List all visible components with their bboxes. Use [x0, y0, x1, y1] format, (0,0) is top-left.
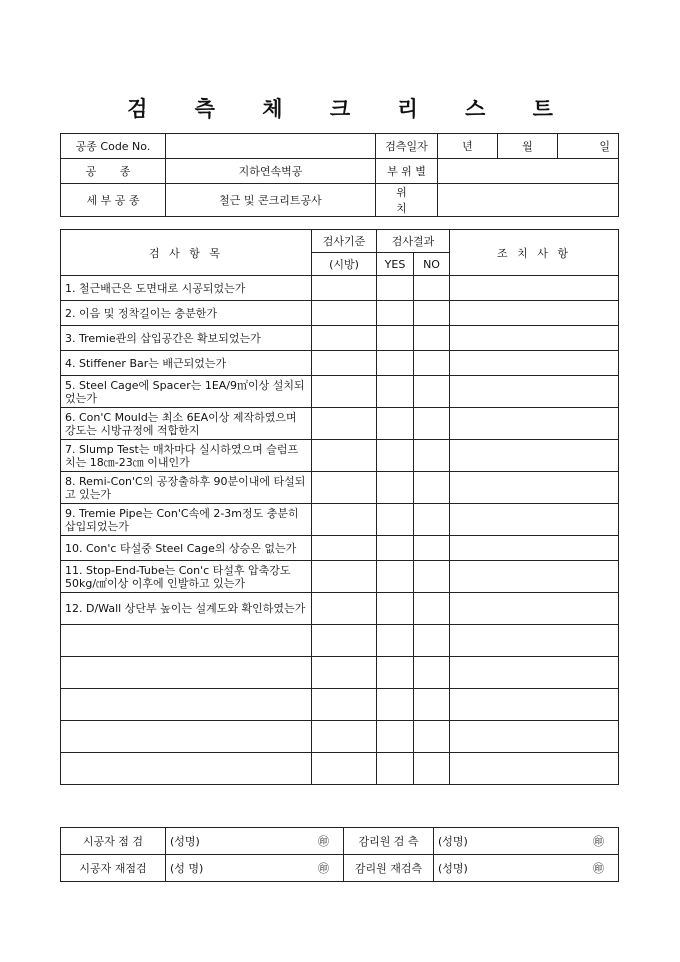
standard-subheader: (시방): [312, 253, 377, 276]
standard-cell[interactable]: [312, 689, 377, 721]
checklist-table: [60, 229, 619, 785]
checklist-row: [61, 440, 619, 472]
yes-header: YES: [377, 253, 414, 276]
checklist-item-text: [61, 753, 312, 785]
part-value-field[interactable]: [438, 159, 619, 184]
date-month-field[interactable]: 월: [498, 134, 558, 159]
yes-checkbox-cell[interactable]: [377, 625, 414, 657]
no-checkbox-cell[interactable]: [414, 657, 450, 689]
yes-checkbox-cell[interactable]: [377, 593, 414, 625]
yes-checkbox-cell[interactable]: [377, 472, 414, 504]
standard-cell[interactable]: [312, 753, 377, 785]
standard-cell[interactable]: [312, 504, 377, 536]
checklist-row: [61, 593, 619, 625]
no-checkbox-cell[interactable]: [414, 689, 450, 721]
standard-cell[interactable]: [312, 625, 377, 657]
supervisor-inspect-name-field[interactable]: (성명): [434, 828, 524, 855]
checklist-item-text: [61, 657, 312, 689]
yes-checkbox-cell[interactable]: [377, 376, 414, 408]
action-cell[interactable]: [450, 301, 619, 326]
action-cell[interactable]: [450, 536, 619, 561]
checklist-item-text: 12. D/Wall 상단부 높이는 설계도와 확인하였는가: [61, 593, 312, 625]
date-year-field[interactable]: 년: [438, 134, 498, 159]
signature-row-1: [61, 828, 619, 855]
checklist-row: [61, 351, 619, 376]
checklist-row: [61, 689, 619, 721]
action-cell[interactable]: [450, 657, 619, 689]
standard-cell[interactable]: [312, 376, 377, 408]
checklist-row: [61, 276, 619, 301]
action-cell[interactable]: [450, 276, 619, 301]
part-label: 부 위 별: [376, 159, 438, 184]
standard-cell[interactable]: [312, 301, 377, 326]
checklist-row: [61, 408, 619, 440]
checklist-row: [61, 326, 619, 351]
contractor-recheck-name-field[interactable]: (성 명): [166, 855, 246, 882]
standard-cell[interactable]: [312, 440, 377, 472]
contractor-check-label: 시공자 점 검: [61, 828, 166, 855]
no-checkbox-cell[interactable]: [414, 408, 450, 440]
yes-checkbox-cell[interactable]: [377, 440, 414, 472]
info-row-code: [61, 134, 619, 159]
checklist-row: [61, 561, 619, 593]
signature-table: [60, 827, 619, 882]
checklist-row: [61, 301, 619, 326]
yes-checkbox-cell[interactable]: [377, 689, 414, 721]
action-cell[interactable]: [450, 689, 619, 721]
checklist-item-text: 8. Remi-Con'C의 공장출하후 90분이내에 타설되고 있는가: [61, 472, 312, 504]
standard-cell[interactable]: [312, 561, 377, 593]
supervisor-reinspect-seal: ㊞: [524, 855, 619, 882]
no-checkbox-cell[interactable]: [414, 351, 450, 376]
supervisor-reinspect-label: 감리원 재검측: [344, 855, 434, 882]
checklist-header-row: [61, 230, 619, 253]
standard-cell[interactable]: [312, 472, 377, 504]
checklist-row: [61, 472, 619, 504]
checklist-item-text: 11. Stop-End-Tube는 Con'c 타설후 압축강도 50kg/㎠이상 이후에 인발하고 있는가: [61, 561, 312, 593]
checklist-row: [61, 753, 619, 785]
standard-cell[interactable]: [312, 408, 377, 440]
checklist-row: [61, 625, 619, 657]
supervisor-inspect-label: 감리원 검 측: [344, 828, 434, 855]
sub-work-label: 세 부 공 종: [61, 184, 166, 217]
action-cell[interactable]: [450, 753, 619, 785]
action-header: 조 치 사 항: [450, 230, 619, 276]
no-checkbox-cell[interactable]: [414, 753, 450, 785]
no-checkbox-cell[interactable]: [414, 301, 450, 326]
checklist-item-text: 3. Tremie관의 삽입공간은 확보되었는가: [61, 326, 312, 351]
checklist-body: [61, 276, 619, 785]
action-cell[interactable]: [450, 351, 619, 376]
no-checkbox-cell[interactable]: [414, 440, 450, 472]
action-cell[interactable]: [450, 472, 619, 504]
location-label: 위 치: [376, 184, 438, 217]
standard-cell[interactable]: [312, 536, 377, 561]
checklist-item-text: 6. Con'C Mould는 최소 6EA이상 제작하였으며 강도는 시방규정에 적합한지: [61, 408, 312, 440]
yes-checkbox-cell[interactable]: [377, 536, 414, 561]
contractor-recheck-seal: ㊞: [246, 855, 344, 882]
action-cell[interactable]: [450, 561, 619, 593]
standard-header: 검사기준: [312, 230, 377, 253]
code-label: 공종 Code No.: [61, 134, 166, 159]
supervisor-inspect-seal: ㊞: [524, 828, 619, 855]
checklist-item-text: 4. Stiffener Bar는 배근되었는가: [61, 351, 312, 376]
yes-checkbox-cell[interactable]: [377, 408, 414, 440]
item-header: 검 사 항 목: [61, 230, 312, 276]
code-value-field[interactable]: [166, 134, 376, 159]
action-cell[interactable]: [450, 721, 619, 753]
checklist-item-text: 7. Slump Test는 매차마다 실시하였으며 슬럼프치는 18㎝-23㎝ 이내인가: [61, 440, 312, 472]
info-row-work-type: [61, 159, 619, 184]
info-row-sub-work: [61, 184, 619, 217]
action-cell[interactable]: [450, 504, 619, 536]
standard-cell[interactable]: [312, 326, 377, 351]
standard-cell[interactable]: [312, 593, 377, 625]
date-day-field[interactable]: 일: [558, 134, 619, 159]
info-table: [60, 133, 619, 217]
checklist-item-text: [61, 721, 312, 753]
signature-row-2: [61, 855, 619, 882]
no-checkbox-cell[interactable]: [414, 326, 450, 351]
no-checkbox-cell[interactable]: [414, 536, 450, 561]
checklist-row: [61, 721, 619, 753]
inspection-date-label: 검측일자: [376, 134, 438, 159]
checklist-item-text: 9. Tremie Pipe는 Con'C속에 2-3m정도 충분히 삽입되었는가: [61, 504, 312, 536]
contractor-recheck-label: 시공자 재점검: [61, 855, 166, 882]
yes-checkbox-cell[interactable]: [377, 753, 414, 785]
no-header: NO: [414, 253, 450, 276]
action-cell[interactable]: [450, 440, 619, 472]
checklist-row: [61, 376, 619, 408]
no-checkbox-cell[interactable]: [414, 561, 450, 593]
checklist-row: [61, 504, 619, 536]
document-title: 검 측 체 크 리 스 트: [127, 96, 573, 121]
location-value-field[interactable]: [438, 184, 619, 217]
no-checkbox-cell[interactable]: [414, 276, 450, 301]
standard-cell[interactable]: [312, 721, 377, 753]
checklist-row: [61, 536, 619, 561]
checklist-item-text: 2. 이음 및 정착길이는 충분한가: [61, 301, 312, 326]
yes-checkbox-cell[interactable]: [377, 301, 414, 326]
sub-work-value[interactable]: 철근 및 콘크리트공사: [166, 184, 376, 217]
no-checkbox-cell[interactable]: [414, 472, 450, 504]
action-cell[interactable]: [450, 593, 619, 625]
yes-checkbox-cell[interactable]: [377, 561, 414, 593]
yes-checkbox-cell[interactable]: [377, 326, 414, 351]
checklist-item-text: 10. Con'c 타설중 Steel Cage의 상승은 없는가: [61, 536, 312, 561]
no-checkbox-cell[interactable]: [414, 625, 450, 657]
action-cell[interactable]: [450, 326, 619, 351]
yes-checkbox-cell[interactable]: [377, 504, 414, 536]
standard-cell[interactable]: [312, 276, 377, 301]
standard-cell[interactable]: [312, 351, 377, 376]
no-checkbox-cell[interactable]: [414, 593, 450, 625]
standard-cell[interactable]: [312, 657, 377, 689]
work-type-value[interactable]: 지하연속벽공: [166, 159, 376, 184]
yes-checkbox-cell[interactable]: [377, 351, 414, 376]
supervisor-reinspect-name-field[interactable]: (성명): [434, 855, 524, 882]
action-cell[interactable]: [450, 625, 619, 657]
contractor-check-seal: ㊞: [246, 828, 344, 855]
no-checkbox-cell[interactable]: [414, 376, 450, 408]
yes-checkbox-cell[interactable]: [377, 657, 414, 689]
action-cell[interactable]: [450, 408, 619, 440]
yes-checkbox-cell[interactable]: [377, 721, 414, 753]
checklist-item-text: 1. 철근배근은 도면대로 시공되었는가: [61, 276, 312, 301]
result-header: 검사결과: [377, 230, 450, 253]
yes-checkbox-cell[interactable]: [377, 276, 414, 301]
work-type-label: 공 종: [61, 159, 166, 184]
action-cell[interactable]: [450, 376, 619, 408]
no-checkbox-cell[interactable]: [414, 504, 450, 536]
checklist-row: [61, 657, 619, 689]
checklist-item-text: [61, 625, 312, 657]
no-checkbox-cell[interactable]: [414, 721, 450, 753]
checklist-item-text: 5. Steel Cage에 Spacer는 1EA/9㎡이상 설치되었는가: [61, 376, 312, 408]
checklist-item-text: [61, 689, 312, 721]
contractor-check-name-field[interactable]: (성명): [166, 828, 246, 855]
